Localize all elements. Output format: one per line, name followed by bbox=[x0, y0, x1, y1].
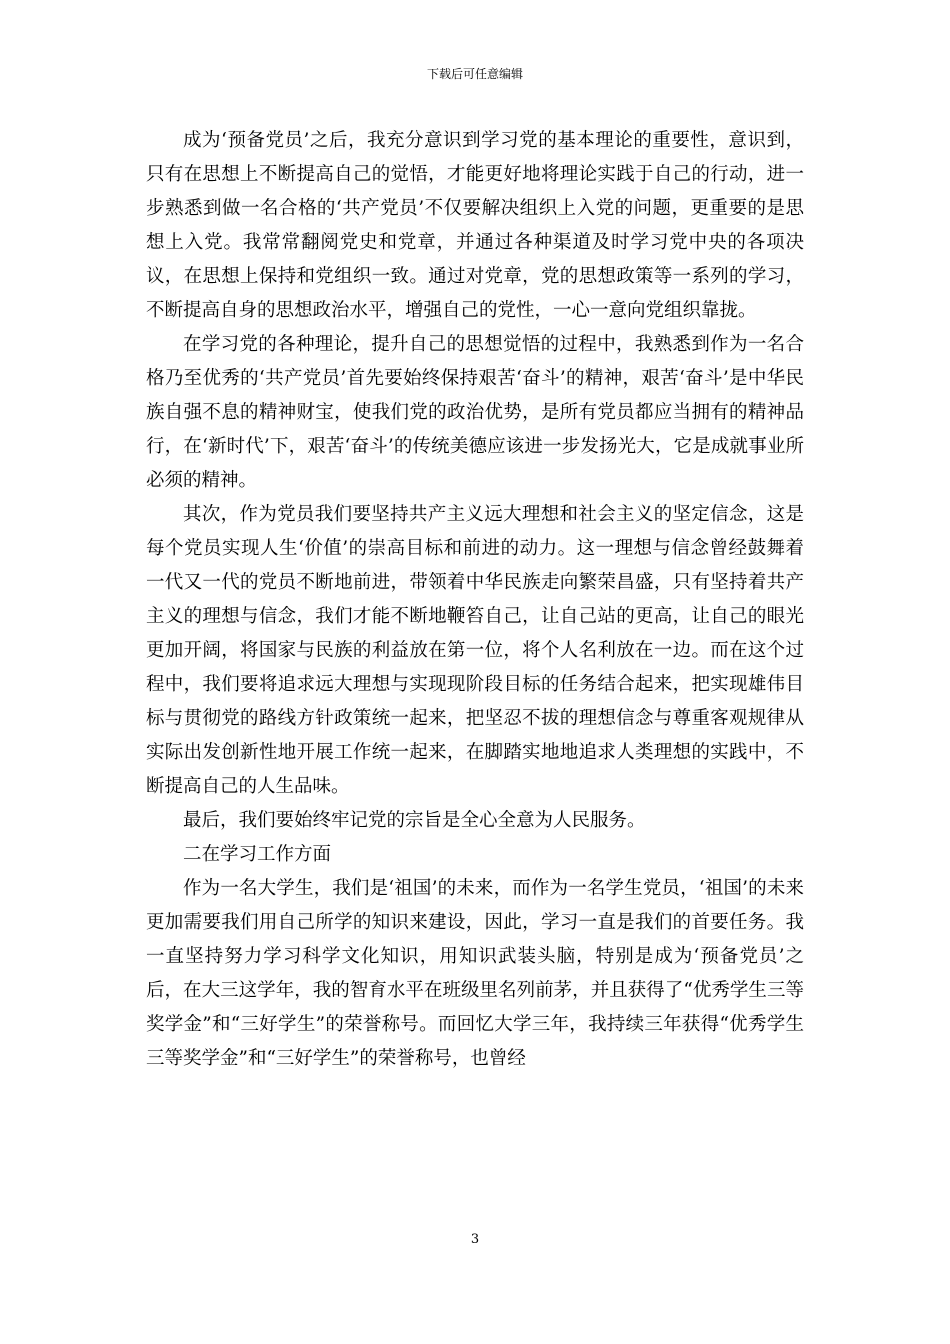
paragraph-4: 最后，我们要始终牢记党的宗旨是全心全意为人民服务。 bbox=[183, 810, 646, 831]
paragraph-1: 成为‘预备党员’之后，我充分意识到学习党的基本理论的重要性，意识到，只有在思想上不断提高自己的觉悟，才能更好地将理论实践于自己的行动，进一步熟悉到做一名合格的‘共产党员’不仅要解决组织上入党的问题，更重要的是思想上入党。我常常翻阅党史和党章，并通过各种渠道及时学习党中央的各项决议，在思想上保持和党组织一致。通过对党章，党的思想政策等一系列的学习，不断提高自身的思想政治水平，增强自己的党性，一心一意向党组织靠拢。 bbox=[146, 130, 804, 321]
paragraph-5: 作为一名大学生，我们是‘祖国’的未来，而作为一名学生党员，‘祖国’的未来更加需要我们用自己所学的知识来建设，因此，学习一直是我们的首要任务。我一直坚持努力学习科学文化知识，用知识武装头脑，特别是成为‘预备党员’之后，在大三这学年，我的智育水平在班级里名列前茅，并且获得了“优秀学生三等奖学金”和“三好学生”的荣誉称号。而回忆大学三年，我持续三年获得“优秀学生三等奖学金”和“三好学生”的荣誉称号，也曾经 bbox=[146, 878, 804, 1069]
section-heading: 二在学习工作方面 bbox=[183, 844, 332, 865]
page-number-text: 3 bbox=[470, 1232, 480, 1247]
paragraph-3: 其次，作为党员我们要坚持共产主义远大理想和社会主义的坚定信念，这是每个党员实现人生‘价值’的崇高目标和前进的动力。这一理想与信念曾经鼓舞着一代又一代的党员不断地前进，带领着中华民族走向繁荣昌盛，只有坚持着共产主义的理想与信念，我们才能不断地鞭笞自己，让自己站的更高，让自己的眼光更加开阔，将国家与民族的利益放在第一位，将个人名利放在一边。而在这个过程中，我们要将追求远大理想与实现现阶段目标的任务结合起来，把实现雄伟目标与贯彻党的路线方针政策统一起来，把坚忍不拔的理想信念与尊重客观规律从实际出发创新性地开展工作统一起来，在脚踏实地地追求人类理想的实践中，不断提高自己的人生品味。 bbox=[146, 504, 804, 797]
document-body bbox=[146, 124, 804, 1076]
header-text: 下载后可任意编辑 bbox=[426, 67, 523, 81]
page-number bbox=[0, 1232, 950, 1248]
page-header bbox=[0, 66, 950, 82]
paragraph-2: 在学习党的各种理论，提升自己的思想觉悟的过程中，我熟悉到作为一名合格乃至优秀的‘共产党员’首先要始终保持艰苦‘奋斗’的精神，艰苦‘奋斗’是中华民族自强不息的精神财宝，使我们党的政治优势，是所有党员都应当拥有的精神品行，在‘新时代’下，艰苦‘奋斗’的传统美德应该进一步发扬光大，它是成就事业所必须的精神。 bbox=[146, 334, 804, 491]
